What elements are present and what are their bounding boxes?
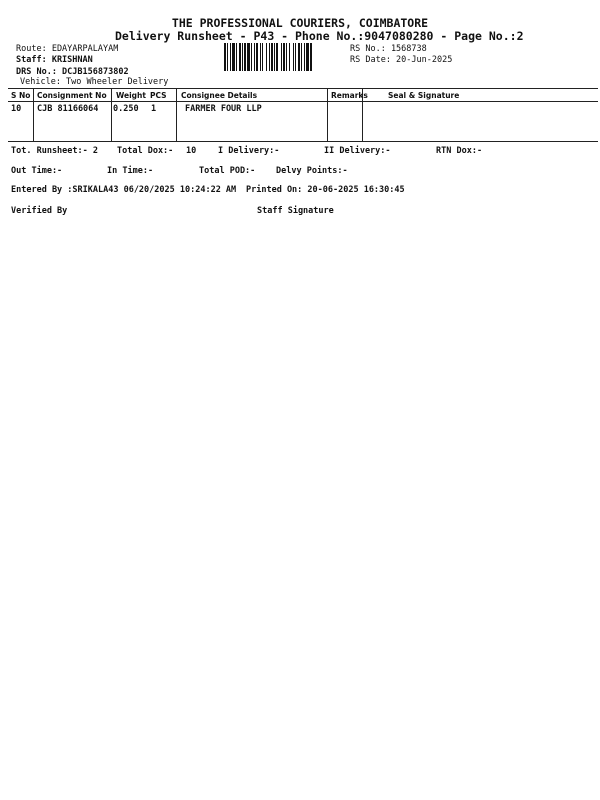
barcode-image [224,43,344,71]
table-top-border [8,88,598,89]
barcode-bar [242,43,243,71]
barcode-bar [306,43,309,71]
cell-consignment: CJB 81166064 [37,104,99,114]
rs-number: RS No.: 1568738 [350,44,427,54]
cell-pcs: 1 [151,104,157,114]
barcode-bar [304,43,305,71]
total-pod: Total POD:- [199,166,256,176]
barcode-bar [232,43,235,71]
route-label: Route: EDAYARPALAYAM [16,44,119,54]
barcode-bar [244,43,246,71]
barcode-bar [247,43,250,71]
tot-runsheet: Tot. Runsheet:- 2 [11,146,98,156]
col-divider [176,89,177,141]
company-title: THE PROFESSIONAL COURIERS, COIMBATORE [171,16,429,30]
barcode-bar [271,43,273,71]
header-consignment: Consignment No [37,91,107,100]
barcode-bar [301,43,302,71]
barcode-bar [236,43,237,71]
barcode-bar [310,43,312,71]
header-remarks: Remarks [331,91,368,100]
table-bottom-border [8,141,598,142]
out-time: Out Time:- [11,166,63,176]
staff-label: Staff: KRISHNAN [16,55,93,65]
barcode-bar [224,43,226,71]
barcode-bar [293,43,294,71]
table-header-divider [8,101,598,102]
header-weight: Weight [116,91,146,100]
delvy-points: Delvy Points:- [276,166,348,176]
barcode-bar [227,43,228,71]
barcode-bar [266,43,267,71]
staff-signature: Staff Signature [257,206,334,216]
col-divider [111,89,112,141]
col-divider [327,89,328,141]
cell-sno: 10 [11,104,22,114]
printed-on: Printed On: 20-06-2025 16:30:45 [246,185,405,195]
barcode-bar [239,43,241,71]
barcode-bar [262,43,263,71]
header-sno: S No [11,91,31,100]
barcode-bar [298,43,300,71]
barcode-bar [283,43,285,71]
col-divider [33,89,34,141]
total-dox-value: 10 [186,146,197,156]
barcode-bar [286,43,287,71]
rs-date: RS Date: 20-Jun-2025 [350,55,453,65]
barcode-bar [276,43,278,71]
entered-by: Entered By :SRIKALA43 06/20/2025 10:24:22 AM [11,185,237,195]
rtn-dox: RTN Dox:- [436,146,483,156]
header-pcs: PCS [150,91,167,100]
verified-by: Verified By [11,206,68,216]
barcode-bar [256,43,258,71]
cell-weight: 0.250 [113,104,139,114]
barcode-bar [295,43,296,71]
vehicle-label: Vehicle: Two Wheeler Delivery [20,77,169,87]
header-seal-signature: Seal & Signature [388,91,460,100]
barcode-bar [254,43,255,71]
drs-number: DRS No.: DCJB156873802 [16,67,129,77]
in-time: In Time:- [107,166,154,176]
runsheet-subtitle: Delivery Runsheet - P43 - Phone No.:9047080280 - Page No.:2 [115,29,524,43]
barcode-bar [230,43,231,71]
header-consignee: Consignee Details [181,91,258,100]
cell-consignee: FARMER FOUR LLP [185,104,262,114]
barcode-bar [281,43,282,71]
barcode-bar [260,43,261,71]
total-dox-label: Total Dox:- [117,146,174,156]
barcode-bar [269,43,270,71]
barcode-bar [251,43,252,71]
barcode-bar [274,43,275,71]
i-delivery: I Delivery:- [218,146,280,156]
ii-delivery: II Delivery:- [324,146,391,156]
barcode-bar [289,43,290,71]
